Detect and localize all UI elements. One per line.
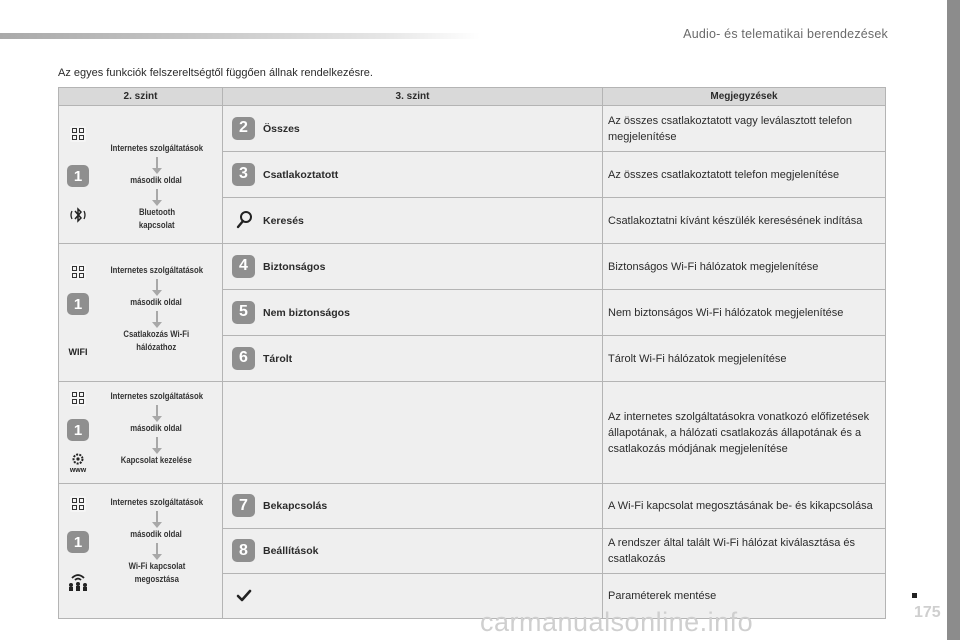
apps-grid-icon <box>70 390 86 406</box>
note-cell: Az internetes szolgáltatásokra vonatkozó előfizetések állapotának, a hálózati csatlakozás állapotának és a csatlakozás módjának megjelenítése <box>603 382 886 484</box>
flow-step: Kapcsolat kezelése <box>120 455 192 465</box>
step-badge: 3 <box>232 163 255 186</box>
gear-www-icon <box>67 452 89 474</box>
level2-cell-bluetooth <box>59 106 223 244</box>
level3-cell <box>223 106 603 152</box>
note-cell: A Wi-Fi kapcsolat megosztásának be- és kikapcsolása <box>603 484 886 529</box>
level3-label: Tárolt <box>263 352 293 365</box>
step-badge: 7 <box>232 494 255 517</box>
flow-step: Internetes szolgáltatások <box>110 497 203 507</box>
table-row <box>59 106 886 152</box>
level3-cell <box>223 336 603 382</box>
level1-badge: 1 <box>67 165 89 187</box>
flow-step: második oldal <box>130 423 183 433</box>
level3-label: Keresés <box>263 214 304 227</box>
wifi-icon-label: WIFI <box>68 347 88 357</box>
flow-step: kapcsolat <box>138 220 175 230</box>
search-icon <box>232 209 255 232</box>
level3-cell <box>223 484 603 529</box>
note-cell: A rendszer által talált Wi-Fi hálózat kiválasztása és csatlakozás <box>603 529 886 574</box>
flow-arrow-icon <box>156 279 158 290</box>
apps-grid-icon <box>70 126 86 142</box>
level3-cell <box>223 244 603 290</box>
flow-step: Csatlakozás Wi-Fi <box>123 329 190 339</box>
flow-arrow-icon <box>156 437 158 448</box>
flow-arrow-icon <box>156 511 158 522</box>
level3-label: Összes <box>263 122 300 135</box>
menu-path-flow <box>93 496 220 586</box>
watermark-text: carmanualsonline.info <box>480 607 754 637</box>
note-cell: Biztonságos Wi-Fi hálózatok megjelenítése <box>603 244 886 290</box>
chapter-title: Audio- és telematikai berendezések <box>683 27 888 41</box>
flow-step: második oldal <box>130 529 183 539</box>
step-badge: 8 <box>232 539 255 562</box>
note-cell: Paraméterek mentése <box>603 574 886 619</box>
header-gradient-bar <box>0 33 480 39</box>
step-badge: 2 <box>232 117 255 140</box>
level3-cell-empty <box>223 382 603 484</box>
step-badge: 4 <box>232 255 255 278</box>
flow-step: Wi-Fi kapcsolat <box>128 561 185 571</box>
level3-cell <box>223 152 603 198</box>
level3-label: Bekapcsolás <box>263 500 328 512</box>
level3-cell <box>223 529 603 574</box>
table-row <box>59 244 886 290</box>
flow-step: második oldal <box>130 297 183 307</box>
page-number: 175 <box>914 604 941 621</box>
table-row <box>59 484 886 529</box>
bluetooth-icon <box>67 204 89 226</box>
level3-label: Biztonságos <box>263 260 326 273</box>
flow-arrow-icon <box>156 405 158 416</box>
table-header-row <box>59 88 886 106</box>
level2-cell-connection <box>59 382 223 484</box>
flow-step: Internetes szolgáltatások <box>110 143 203 153</box>
col-header-notes: Megjegyzések <box>603 88 886 106</box>
col-header-level3: 3. szint <box>223 88 603 106</box>
note-cell: Tárolt Wi-Fi hálózatok megjelenítése <box>603 336 886 382</box>
table-row <box>59 382 886 484</box>
apps-grid-icon <box>70 496 86 512</box>
intro-text: Az egyes funkciók felszereltségtől függően állnak rendelkezésre. <box>58 67 373 79</box>
flow-arrow-icon <box>156 311 158 322</box>
level3-label: Nem biztonságos <box>263 306 350 319</box>
note-cell: Az összes csatlakoztatott vagy leválasztott telefon megjelenítése <box>603 106 886 152</box>
page-marker <box>912 593 917 598</box>
col-header-level2: 2. szint <box>59 88 223 106</box>
flow-step: Internetes szolgáltatások <box>110 265 203 275</box>
step-badge: 6 <box>232 347 255 370</box>
flow-arrow-icon <box>156 189 158 200</box>
www-label: www <box>69 467 87 474</box>
step-badge: 5 <box>232 301 255 324</box>
level3-cell <box>223 290 603 336</box>
menu-path-flow <box>93 264 220 354</box>
checkmark-icon <box>232 584 255 607</box>
level3-label: Csatlakoztatott <box>263 168 339 181</box>
level1-badge: 1 <box>67 419 89 441</box>
note-cell: Nem biztonságos Wi-Fi hálózatok megjelenítése <box>603 290 886 336</box>
menu-path-flow <box>93 390 220 467</box>
level3-cell <box>223 198 603 244</box>
flow-step: második oldal <box>130 175 183 185</box>
flow-arrow-icon <box>156 157 158 168</box>
level1-badge: 1 <box>67 293 89 315</box>
settings-table <box>58 87 886 619</box>
note-cell: Az összes csatlakoztatott telefon megjelenítése <box>603 152 886 198</box>
page-edge-bar <box>947 0 960 640</box>
level3-label: Beállítások <box>263 545 319 557</box>
flow-arrow-icon <box>156 543 158 554</box>
level2-cell-wifi-sharing <box>59 484 223 619</box>
wifi-icon <box>67 341 89 363</box>
wifi-sharing-icon <box>67 570 89 592</box>
flow-step: megosztása <box>134 574 179 584</box>
note-cell: Csatlakoztatni kívánt készülék keresésének indítása <box>603 198 886 244</box>
flow-step: hálózathoz <box>136 342 177 352</box>
level1-badge: 1 <box>67 531 89 553</box>
flow-step: Bluetooth <box>138 207 175 217</box>
menu-path-flow <box>93 142 220 232</box>
level2-cell-wifi <box>59 244 223 382</box>
apps-grid-icon <box>70 264 86 280</box>
flow-step: Internetes szolgáltatások <box>110 391 203 401</box>
